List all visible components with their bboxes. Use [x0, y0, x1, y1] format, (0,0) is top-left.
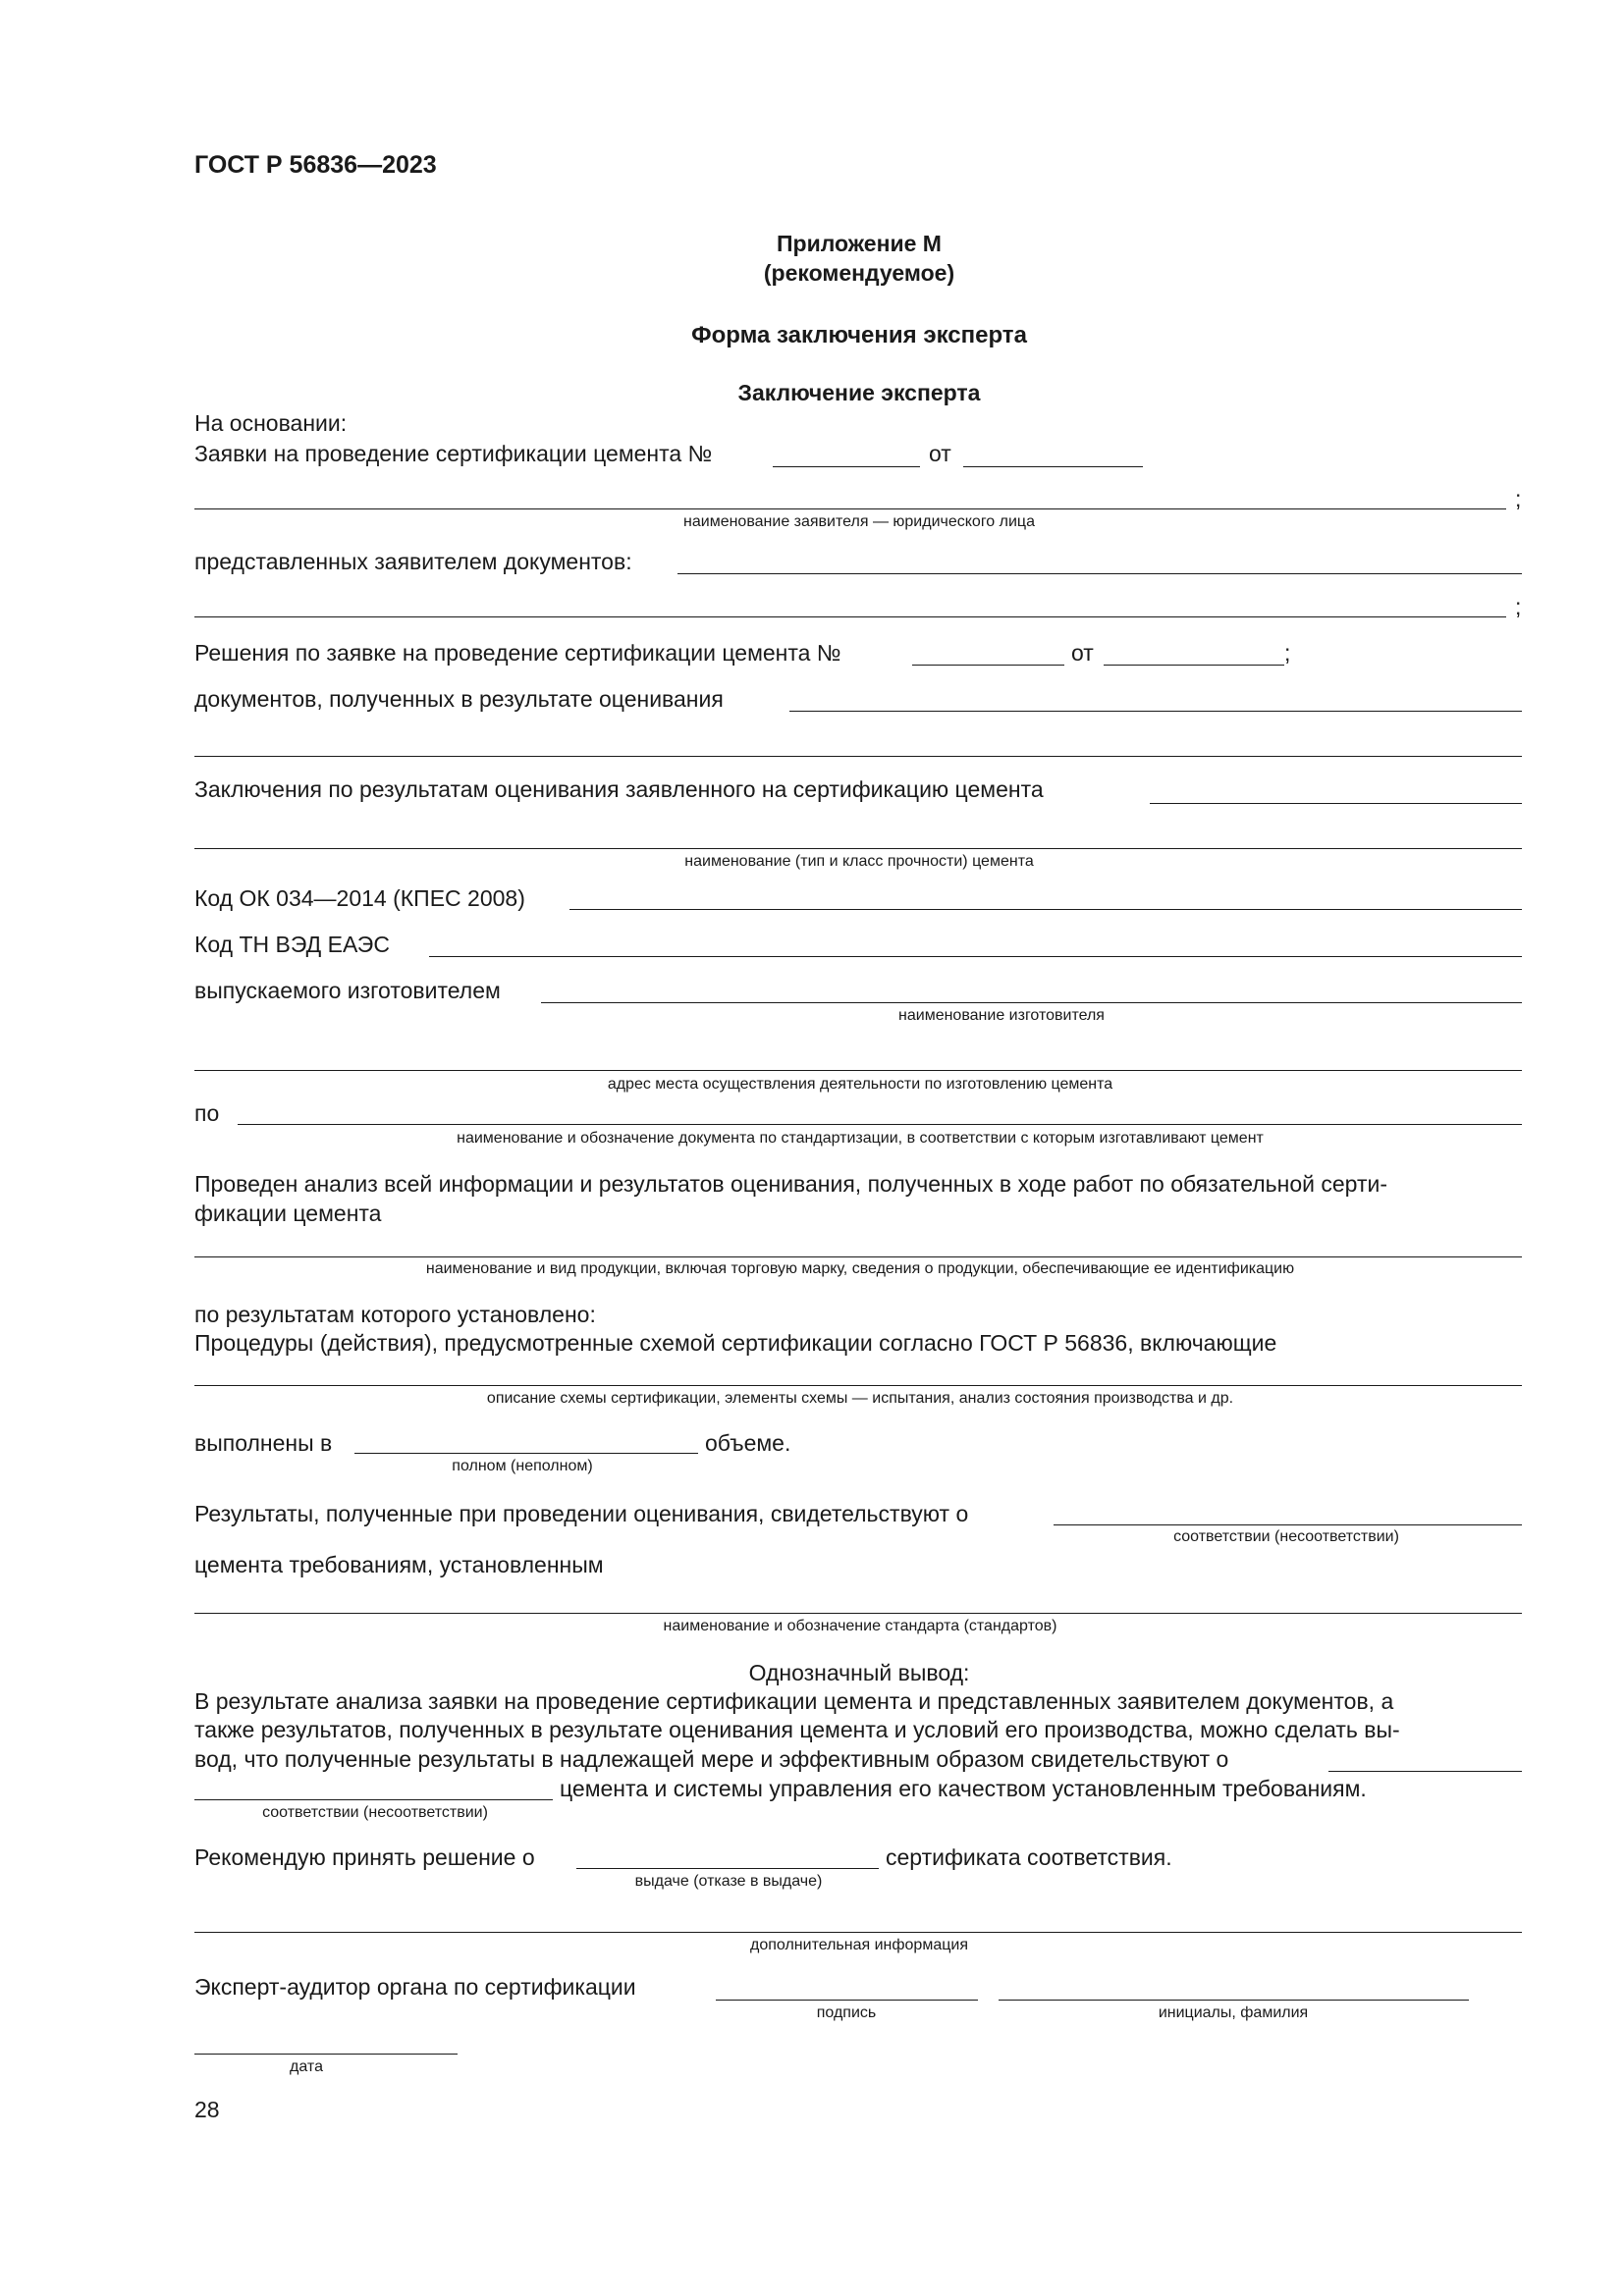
- cement-name-caption: наименование (тип и класс прочности) цемента: [684, 853, 1034, 870]
- product-caption: наименование и вид продукции, включая торговую марку, сведения о продукции, обеспечивающие ее идентификацию: [425, 1260, 1295, 1277]
- issue-caption: выдаче (отказе в выдаче): [634, 1873, 823, 1890]
- volume-field[interactable]: [354, 1453, 698, 1454]
- verdict-conformity-field[interactable]: [1328, 1771, 1522, 1772]
- established-label: по результатам которого установлено:: [194, 1302, 596, 1327]
- requirements-label: цемента требованиям, установленным: [194, 1552, 604, 1577]
- tnved-label: Код ТН ВЭД ЕАЭС: [194, 932, 390, 957]
- verdict-line-1: В результате анализа заявки на проведение сертификации цемента и представленных заявителем документов, а: [194, 1688, 1394, 1714]
- additional-info-field[interactable]: [194, 1932, 1522, 1933]
- doc-title: Заключение эксперта: [737, 380, 981, 405]
- address-caption: адрес места осуществления деятельности по изготовлению цемента: [607, 1076, 1113, 1093]
- results-conformity-caption: соответствии (несоответствии): [1173, 1528, 1399, 1545]
- scheme-caption: описание схемы сертификации, элементы схемы — испытания, анализ состояния производства и др.: [486, 1390, 1234, 1407]
- form-title: Форма заключения эксперта: [691, 322, 1027, 348]
- verdict-line-3: вод, что полученные результаты в надлежащей мере и эффективным образом свидетельствуют о: [194, 1746, 1229, 1772]
- results-conformity-field[interactable]: [1054, 1524, 1522, 1525]
- semicolon-2: ;: [1515, 594, 1522, 619]
- documents-field[interactable]: [677, 573, 1522, 574]
- decision-ot-label: от: [1071, 640, 1094, 666]
- standard-doc-caption: наименование и обозначение документа по стандартизации, в соответствии с которым изготавливают цемент: [457, 1130, 1264, 1147]
- manufacturer-field[interactable]: [541, 1002, 1522, 1003]
- recommend-label: Рекомендую принять решение о: [194, 1844, 535, 1870]
- date-field[interactable]: [194, 2054, 458, 2055]
- page-number: 28: [194, 2097, 220, 2122]
- okpd-label: Код ОК 034—2014 (КПЕС 2008): [194, 885, 525, 911]
- po-label: по: [194, 1100, 220, 1126]
- performed-label: выполнены в: [194, 1430, 333, 1456]
- appendix-status: (рекомендуемое): [763, 260, 955, 286]
- cement-name-field[interactable]: [194, 848, 1522, 849]
- standard-header: ГОСТ Р 56836—2023: [194, 151, 437, 179]
- scheme-field[interactable]: [194, 1385, 1522, 1386]
- decision-semicolon: ;: [1284, 640, 1291, 666]
- application-label: Заявки на проведение сертификации цемента №: [194, 441, 713, 466]
- eval-docs-label: документов, полученных в результате оценивания: [194, 686, 724, 712]
- procedures-label: Процедуры (действия), предусмотренные схемой сертификации согласно ГОСТ Р 56836, включающие: [194, 1330, 1277, 1356]
- product-field[interactable]: [194, 1256, 1522, 1257]
- standard-doc-field[interactable]: [238, 1124, 1522, 1125]
- applicant-field[interactable]: [194, 508, 1506, 509]
- analysis-line-1: Проведен анализ всей информации и результатов оценивания, полученных в ходе работ по обязательной серти-: [194, 1171, 1387, 1197]
- results-label: Результаты, полученные при проведении оценивания, свидетельствуют о: [194, 1501, 969, 1526]
- volume-label: объеме.: [705, 1430, 791, 1456]
- applicant-caption: наименование заявителя — юридического лица: [683, 513, 1035, 530]
- verdict-conformity-caption: соответствии (несоответствии): [262, 1804, 488, 1821]
- conclusions-field[interactable]: [1150, 803, 1522, 804]
- standards-field[interactable]: [194, 1613, 1522, 1614]
- date-caption: дата: [290, 2058, 323, 2075]
- eval-docs-field-2[interactable]: [194, 756, 1522, 757]
- decision-label: Решения по заявке на проведение сертификации цемента №: [194, 640, 841, 666]
- conclusions-label: Заключения по результатам оценивания заявленного на сертификацию цемента: [194, 776, 1044, 802]
- manufacturer-label: выпускаемого изготовителем: [194, 978, 501, 1003]
- application-number-field[interactable]: [773, 466, 920, 467]
- analysis-line-2: фикации цемента: [194, 1201, 382, 1226]
- application-ot-label: от: [929, 441, 951, 466]
- verdict-line-4: цемента и системы управления его качеством установленным требованиям.: [560, 1776, 1367, 1801]
- documents-label: представленных заявителем документов:: [194, 549, 632, 574]
- manufacturer-caption: наименование изготовителя: [898, 1007, 1105, 1024]
- verdict-title: Однозначный вывод:: [748, 1660, 970, 1685]
- standards-caption: наименование и обозначение стандарта (стандартов): [663, 1618, 1057, 1634]
- initials-field[interactable]: [999, 2000, 1469, 2001]
- okpd-field[interactable]: [569, 909, 1522, 910]
- application-date-field[interactable]: [963, 466, 1143, 467]
- verdict-line-2: также результатов, полученных в результате оценивания цемента и условий его производства, можно сделать вы-: [194, 1717, 1400, 1742]
- initials-caption: инициалы, фамилия: [1158, 2004, 1309, 2021]
- basis-label: На основании:: [194, 410, 348, 436]
- signature-caption: подпись: [816, 2004, 877, 2021]
- decision-number-field[interactable]: [912, 665, 1064, 666]
- semicolon-1: ;: [1515, 486, 1522, 511]
- verdict-conformity-field-2[interactable]: [194, 1799, 553, 1800]
- decision-issue-field[interactable]: [576, 1868, 879, 1869]
- volume-caption: полном (неполном): [452, 1458, 593, 1474]
- signature-field[interactable]: [716, 2000, 978, 2001]
- certificate-label: сертификата соответствия.: [886, 1844, 1172, 1870]
- expert-label: Эксперт-аудитор органа по сертификации: [194, 1974, 636, 2000]
- address-field[interactable]: [194, 1070, 1522, 1071]
- eval-docs-field[interactable]: [789, 711, 1522, 712]
- decision-date-field[interactable]: [1104, 665, 1284, 666]
- appendix-title: Приложение М: [777, 231, 942, 256]
- documents-field-2[interactable]: [194, 616, 1506, 617]
- tnved-field[interactable]: [429, 956, 1522, 957]
- additional-info-caption: дополнительная информация: [750, 1937, 968, 1953]
